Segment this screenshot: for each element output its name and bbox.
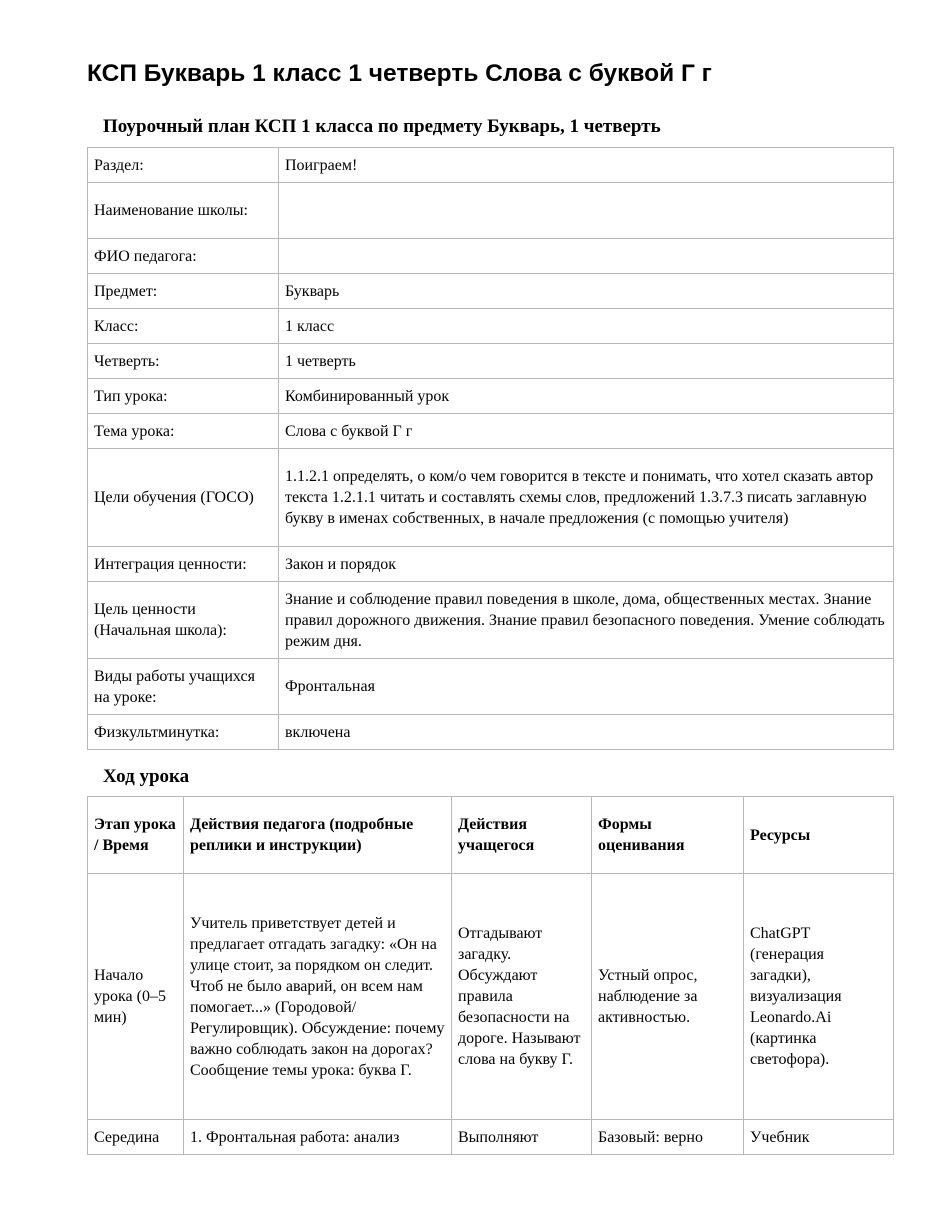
lesson-row-start: [88, 874, 894, 1120]
lesson-resources-cell: ChatGPT (генерация загадки), визуализация Leonardo.Ai (картинка светофора).: [744, 874, 894, 1120]
plan-label: Класс:: [88, 309, 279, 344]
plan-row-work-types: [88, 659, 894, 715]
plan-row-exercise-break: [88, 715, 894, 750]
plan-value: Знание и соблюдение правил поведения в школе, дома, общественных местах. Знание правил дорожного движения. Знание правил безопасного поведения. Умение соблюдать режим дня.: [279, 582, 894, 659]
lesson-teacher-cell: 1. Фронтальная работа: анализ: [184, 1120, 452, 1155]
plan-row-grade: [88, 309, 894, 344]
plan-value: [279, 239, 894, 274]
plan-value: включена: [279, 715, 894, 750]
plan-row-topic: [88, 414, 894, 449]
lesson-row-middle: [88, 1120, 894, 1155]
lesson-assessment-cell: Устный опрос, наблюдение за активностью.: [592, 874, 744, 1120]
lesson-table: [87, 796, 894, 1155]
lesson-stage-cell: Середина: [88, 1120, 184, 1155]
column-header-assessment: Формы оценивания: [592, 797, 744, 874]
plan-value: Фронтальная: [279, 659, 894, 715]
plan-value: [279, 183, 894, 239]
lesson-header-row: [88, 797, 894, 874]
lesson-teacher-cell: Учитель приветствует детей и предлагает отгадать загадку: «Он на улице стоит, за порядком он следит. Чтоб не было аварий, он всем нам помогает...» (Городовой/Регулировщик). Обсуждение: почему важно соблюдать закон на дорогах? Сообщение темы урока: буква Г.: [184, 874, 452, 1120]
lesson-student-cell: Выполняют: [452, 1120, 592, 1155]
plan-value: 1.1.2.1 определять, о ком/о чем говорится в тексте и понимать, что хотел сказать автор текста 1.2.1.1 читать и составлять схемы слов, предложений 1.3.7.3 писать заглавную букву в именах собственных, в начале предложения (с помощью учителя): [279, 449, 894, 547]
plan-row-teacher: [88, 239, 894, 274]
plan-label: Физкультминутка:: [88, 715, 279, 750]
plan-label: Цель ценности (Начальная школа):: [88, 582, 279, 659]
plan-row-lesson-type: [88, 379, 894, 414]
plan-value: Комбинированный урок: [279, 379, 894, 414]
plan-heading: Поурочный план КСП 1 класса по предмету Букварь, 1 четверть: [103, 116, 661, 137]
plan-label: Предмет:: [88, 274, 279, 309]
plan-value: Слова с буквой Г г: [279, 414, 894, 449]
plan-value: 1 класс: [279, 309, 894, 344]
plan-value: Букварь: [279, 274, 894, 309]
plan-label: Виды работы учащихся на уроке:: [88, 659, 279, 715]
column-header-teacher-actions: Действия педагога (подробные реплики и инструкции): [184, 797, 452, 874]
plan-table: [87, 147, 894, 750]
plan-value: Поиграем!: [279, 148, 894, 183]
lesson-stage-cell: Начало урока (0–5 мин): [88, 874, 184, 1120]
plan-row-learning-goals: [88, 449, 894, 547]
column-header-resources: Ресурсы: [744, 797, 894, 874]
plan-row-section: [88, 148, 894, 183]
plan-label: Интеграция ценности:: [88, 547, 279, 582]
plan-label: Раздел:: [88, 148, 279, 183]
plan-label: Тип урока:: [88, 379, 279, 414]
column-header-student-actions: Действия учащегося: [452, 797, 592, 874]
document-title: КСП Букварь 1 класс 1 четверть Слова с буквой Г г: [87, 60, 712, 87]
plan-label: Наименование школы:: [88, 183, 279, 239]
column-header-stage: Этап урока / Время: [88, 797, 184, 874]
plan-row-subject: [88, 274, 894, 309]
plan-row-school: [88, 183, 894, 239]
plan-row-value-goal: [88, 582, 894, 659]
lesson-student-cell: Отгадывают загадку. Обсуждают правила безопасности на дороге. Называют слова на букву Г.: [452, 874, 592, 1120]
plan-row-value-integration: [88, 547, 894, 582]
plan-label: ФИО педагога:: [88, 239, 279, 274]
lesson-resources-cell: Учебник: [744, 1120, 894, 1155]
lesson-heading: Ход урока: [103, 766, 190, 787]
plan-label: Цели обучения (ГОСО): [88, 449, 279, 547]
plan-value: Закон и порядок: [279, 547, 894, 582]
plan-value: 1 четверть: [279, 344, 894, 379]
plan-label: Четверть:: [88, 344, 279, 379]
plan-row-quarter: [88, 344, 894, 379]
lesson-assessment-cell: Базовый: верно: [592, 1120, 744, 1155]
plan-label: Тема урока:: [88, 414, 279, 449]
